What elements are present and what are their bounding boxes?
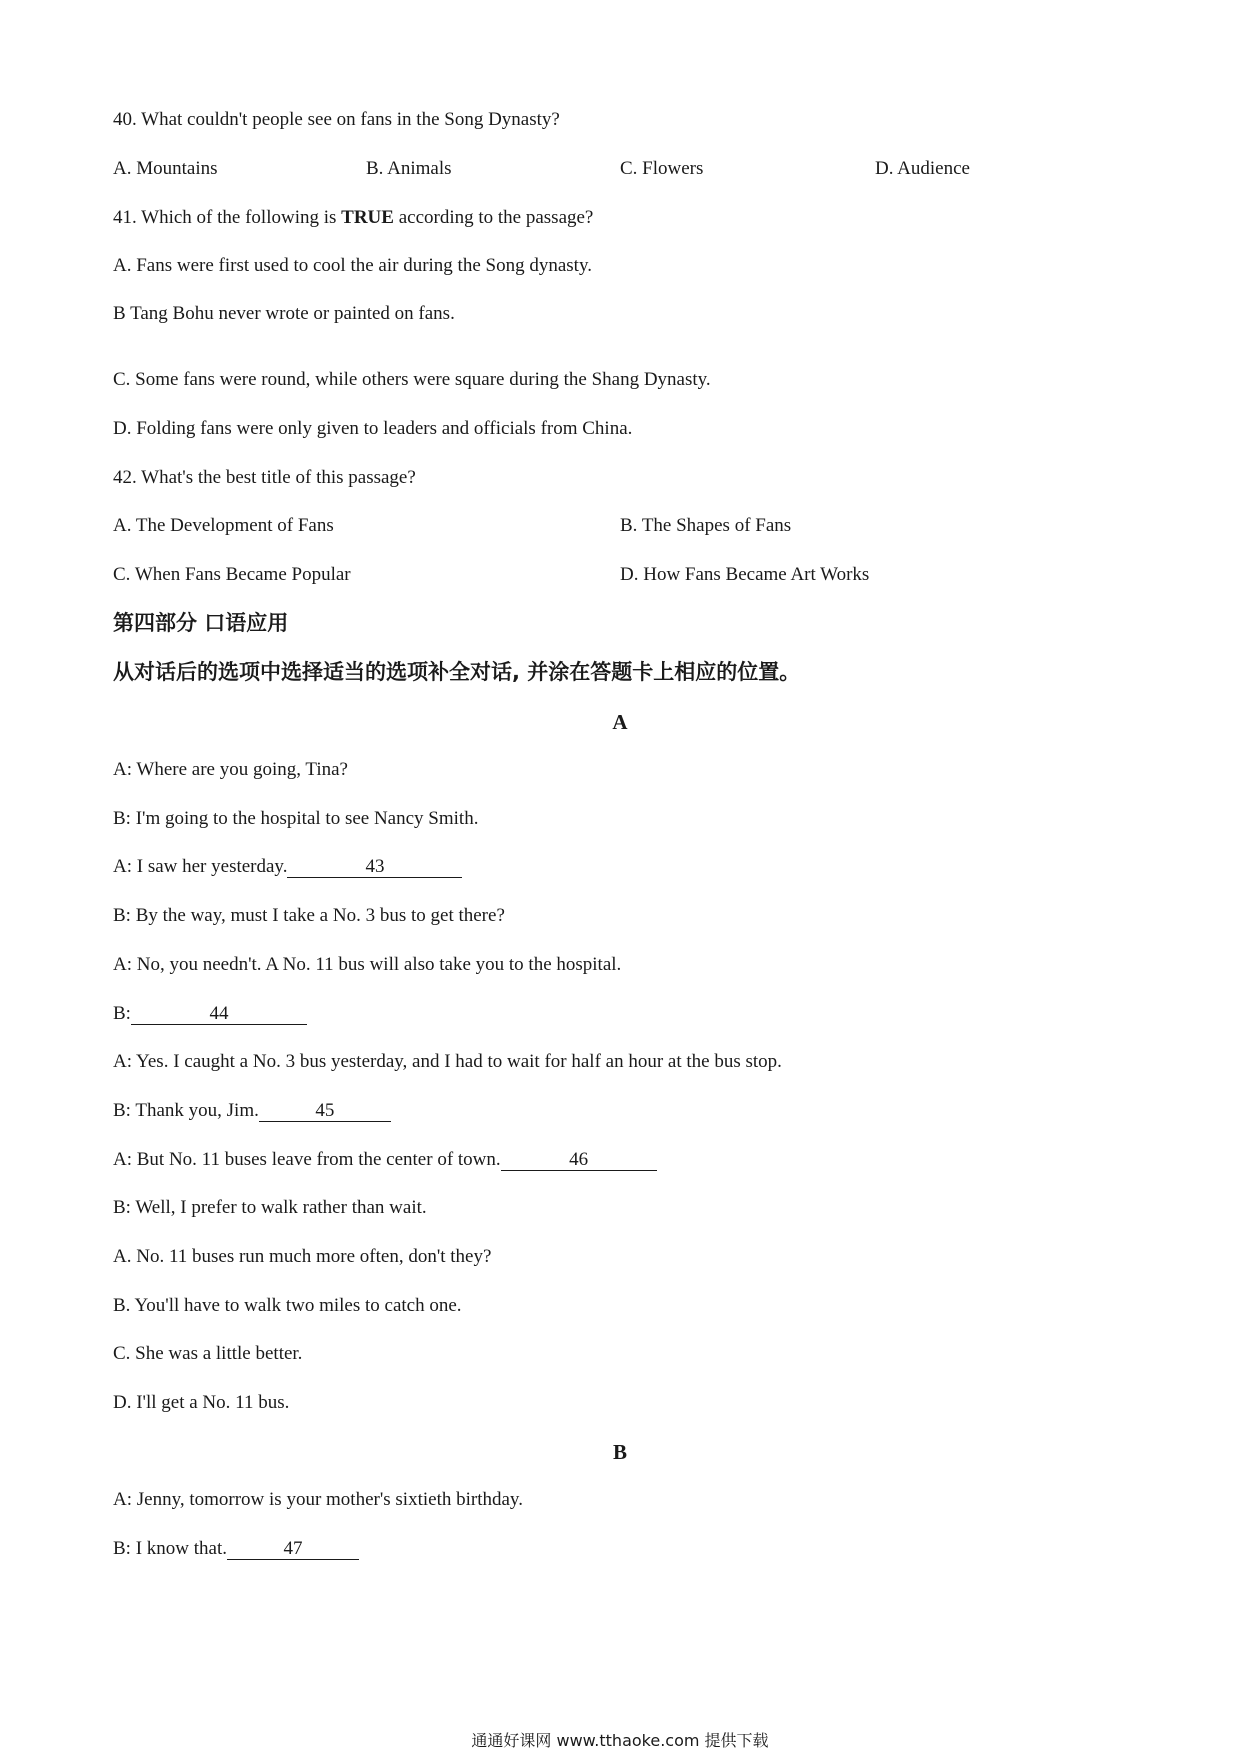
blank-46: 46 xyxy=(501,1150,657,1171)
dialog-a-line-8 xyxy=(113,1099,391,1123)
dialog-a-option-b: B. You'll have to walk two miles to catch one. xyxy=(113,1295,462,1316)
dialog-b-line-2 xyxy=(113,1537,359,1561)
dialog-a-line-10: B: Well, I prefer to walk rather than wait. xyxy=(113,1197,427,1218)
q40-stem: 40. What couldn't people see on fans in the Song Dynasty? xyxy=(113,109,560,130)
q41-stem-pre: 41. Which of the following is xyxy=(113,207,342,228)
part4-instruction: 从对话后的选项中选择适当的选项补全对话, 并涂在答题卡上相应的位置。 xyxy=(113,660,801,684)
blank-44: 44 xyxy=(131,1004,307,1025)
dialog-a-option-d: D. I'll get a No. 11 bus. xyxy=(113,1392,290,1413)
q42-option-c: C. When Fans Became Popular xyxy=(113,564,351,585)
part4-heading: 第四部分 口语应用 xyxy=(113,611,289,635)
q40-option-a: A. Mountains xyxy=(113,158,218,179)
q41-stem-post: according to the passage? xyxy=(393,207,594,228)
q41-option-d: D. Folding fans were only given to leaders and officials from China. xyxy=(113,418,633,439)
q42-option-b: B. The Shapes of Fans xyxy=(620,515,792,536)
q40-option-c: C. Flowers xyxy=(620,158,704,179)
q41-option-a: A. Fans were first used to cool the air during the Song dynasty. xyxy=(113,255,592,276)
dialog-a-line-6 xyxy=(113,1002,307,1026)
q42-stem: 42. What's the best title of this passage? xyxy=(113,467,416,488)
dialog-a-line-5: A: No, you needn't. A No. 11 bus will also take you to the hospital. xyxy=(113,954,622,975)
dialog-a-line-6-text: B: xyxy=(113,1003,131,1024)
q42-option-a: A. The Development of Fans xyxy=(113,515,334,536)
dialog-a-line-3 xyxy=(113,855,462,879)
dialog-b-line-2-text: B: I know that. xyxy=(113,1538,227,1559)
q42-option-d: D. How Fans Became Art Works xyxy=(620,564,870,585)
q41-option-b: B Tang Bohu never wrote or painted on fans. xyxy=(113,303,455,324)
dialog-a-line-7: A: Yes. I caught a No. 3 bus yesterday, and I had to wait for half an hour at the bus stop. xyxy=(113,1051,782,1072)
dialog-a-line-3-text: A: I saw her yesterday. xyxy=(113,856,288,877)
dialog-a-line-9 xyxy=(113,1148,657,1172)
q41-option-c: C. Some fans were round, while others were square during the Shang Dynasty. xyxy=(113,369,711,390)
dialog-a-option-c: C. She was a little better. xyxy=(113,1343,303,1364)
dialog-a-line-8-text: B: Thank you, Jim. xyxy=(113,1100,259,1121)
dialog-a-line-2: B: I'm going to the hospital to see Nancy Smith. xyxy=(113,808,479,829)
q41-stem xyxy=(113,206,593,230)
footer-watermark: 通通好课网 www.tthaoke.com 提供下载 xyxy=(471,1731,769,1750)
dialog-a-label: A xyxy=(612,710,628,734)
q40-option-b: B. Animals xyxy=(366,158,452,179)
dialog-a-line-1: A: Where are you going, Tina? xyxy=(113,759,348,780)
dialog-a-line-4: B: By the way, must I take a No. 3 bus to get there? xyxy=(113,905,505,926)
dialog-a-option-a: A. No. 11 buses run much more often, don't they? xyxy=(113,1246,492,1267)
blank-45: 45 xyxy=(259,1101,391,1122)
q41-stem-emphasis: TRUE xyxy=(341,207,394,228)
blank-47: 47 xyxy=(227,1539,359,1560)
blank-43: 43 xyxy=(287,857,462,878)
dialog-b-line-1: A: Jenny, tomorrow is your mother's sixtieth birthday. xyxy=(113,1489,523,1510)
dialog-b-label: B xyxy=(612,1440,627,1464)
dialog-a-line-9-text: A: But No. 11 buses leave from the center of town. xyxy=(113,1149,501,1170)
q40-option-d: D. Audience xyxy=(875,158,970,179)
